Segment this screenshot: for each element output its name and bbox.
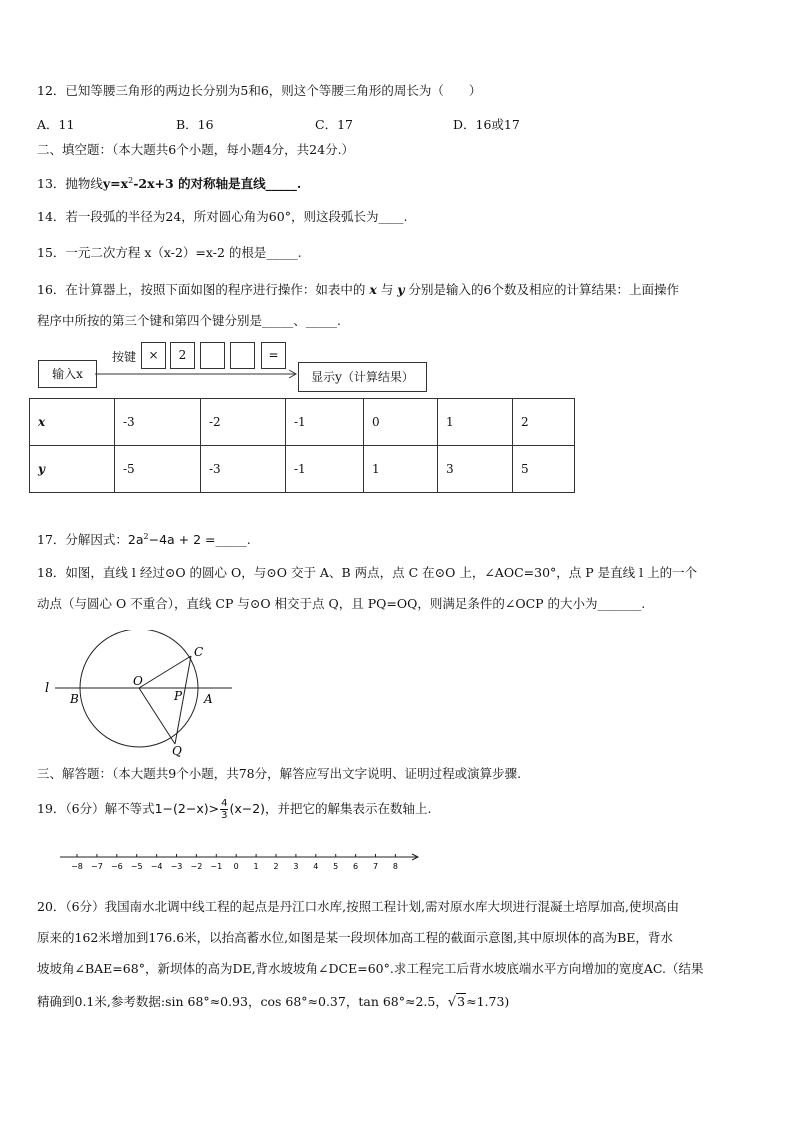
- q18-circle-figure: [40, 630, 250, 760]
- q16-line1-b: 与: [376, 282, 398, 297]
- number-line-tick-label: 0: [233, 862, 239, 871]
- q16-line2: 程序中所按的第三个键和第四个键分别是_____、_____.: [37, 313, 341, 328]
- key-blank-4: [230, 342, 255, 369]
- table-cell: -2: [201, 399, 286, 446]
- q17-stem: [37, 529, 251, 548]
- q20-sqrt-3: 3: [457, 994, 466, 1009]
- number-line-tick-label: −3: [170, 862, 183, 871]
- q20-line4: 精确到0.1米,参考数据:sin 68°≈0.93，cos 68°≈0.37，tan 68°≈2.5，√3≈1.73): [37, 994, 510, 1010]
- number-line-tick-label: −1: [210, 862, 223, 871]
- q18-line2: 动点（与圆心 O 不重合），直线 CP 与⊙O 相交于点 Q，且 PQ=OQ，则满足条件的∠OCP 的大小为_______.: [37, 596, 646, 611]
- number-line-tick-label: 4: [313, 862, 319, 871]
- q19-num: 4: [221, 798, 228, 809]
- table-cell: 2: [513, 399, 575, 446]
- q16-line1-a: 16．在计算器上，按照下面如图的程序进行操作：如表中的: [37, 282, 370, 297]
- table-cell: -1: [286, 446, 364, 493]
- segment-oc: [139, 656, 191, 688]
- number-line-tick-label: 7: [372, 862, 379, 871]
- key-times: ×: [141, 342, 166, 369]
- q19-den: 3: [221, 810, 228, 821]
- table-cell: -1: [286, 399, 364, 446]
- table-row: [30, 399, 575, 446]
- number-line: [55, 850, 425, 872]
- table-cell: -3: [115, 399, 201, 446]
- number-line-tick-label: 2: [273, 862, 279, 871]
- label-a: A: [204, 692, 213, 706]
- row-label-y: y: [30, 446, 115, 493]
- q12-option-a: A．11: [37, 117, 75, 132]
- q15-stem: 15．一元二次方程 x（x-2）=x-2 的根是_____.: [37, 245, 302, 260]
- table-cell: -5: [115, 446, 201, 493]
- q12-stem: 12．已知等腰三角形的两边长分别为5和6，则这个等腰三角形的周长为（ ）: [37, 83, 482, 98]
- q17-sup: 2: [143, 532, 149, 541]
- q17-post: −4a + 2 =: [148, 532, 216, 548]
- section-answer-heading: 三、解答题：（本大题共9个小题，共78分，解答应写出文字说明、证明过程或演算步骤.: [37, 766, 522, 781]
- q16-var-y: y: [397, 282, 405, 297]
- q14-stem: 14．若一段弧的半径为24，所对圆心角为60°，则这段弧长为____.: [37, 209, 408, 224]
- xy-table: [29, 398, 575, 493]
- q16-line1-c: 分别是输入的6个数及相应的计算结果：上面操作: [404, 282, 679, 297]
- q12-option-d: D．16或17: [453, 117, 520, 132]
- q20-line4-b: ≈1.73): [466, 994, 510, 1009]
- table-cell: 0: [364, 399, 438, 446]
- number-line-tick-label: 3: [293, 862, 299, 871]
- input-x-box: 输入x: [38, 360, 97, 388]
- label-c: C: [194, 645, 204, 659]
- number-line-tick-label: −8: [71, 862, 83, 871]
- label-p: P: [174, 689, 183, 703]
- table-row: [30, 446, 575, 493]
- label-o: O: [133, 674, 143, 688]
- number-line-tick-label: −4: [150, 862, 163, 871]
- q18-line1: 18．如图，直线 l 经过⊙O 的圆心 O，与⊙O 交于 A、B 两点，点 C 在⊙O 上，∠AOC=30°，点 P 是直线 l 上的一个: [37, 565, 698, 580]
- flow-arrow: [95, 368, 300, 380]
- q20-line2: 原来的162米增加到176.6米，以抬高蓄水位,如图是某一段坝体加高工程的截面示意图,其中原坝体的高为BE，背水: [37, 930, 673, 945]
- table-cell: 1: [438, 399, 513, 446]
- q13-pre: 13．抛物线: [37, 176, 103, 192]
- section-fill-blank-heading: 二、填空题：（本大题共6个小题，每小题4分，共24分.）: [37, 142, 355, 157]
- q12-option-b: B．16: [176, 117, 214, 132]
- q13-post: -2x+3 的对称轴是直线_____.: [133, 176, 302, 192]
- table-cell: 3: [438, 446, 513, 493]
- number-line-tick-label: −5: [130, 862, 143, 871]
- table-cell: 5: [513, 446, 575, 493]
- q19-fraction: [220, 798, 228, 821]
- number-line-tick-label: 5: [333, 862, 339, 871]
- q16-var-x: x: [369, 282, 377, 297]
- q16-line1: [37, 282, 679, 298]
- label-q: Q: [172, 744, 182, 758]
- number-line-tick-label: 1: [253, 862, 259, 871]
- q13-eq: y=x: [102, 176, 129, 192]
- q19-stem: [37, 797, 432, 827]
- key-2: 2: [170, 342, 195, 369]
- keys-label: 按键: [112, 350, 137, 364]
- q19-expr-b: (x−2): [229, 801, 266, 816]
- q19-expr-a: 1−(2−x)>: [154, 801, 220, 816]
- q20-line3: 坡坡角∠BAE=68°，新坝体的高为DE,背水坡坡角∠DCE=60°.求工程完工后背水坡底端水平方向增加的宽度AC.（结果: [37, 961, 704, 976]
- q19-post: ，并把它的解集表示在数轴上.: [265, 801, 432, 816]
- number-line-tick-label: −7: [91, 862, 103, 871]
- key-equals: =: [261, 342, 286, 369]
- q17-expr: 2a: [127, 532, 144, 548]
- number-line-tick-label: 6: [353, 862, 359, 871]
- q12-option-c: C．17: [315, 117, 353, 132]
- table-cell: -3: [201, 446, 286, 493]
- number-line-tick-label: −6: [110, 862, 123, 871]
- q20-line1: 20．（6分）我国南水北调中线工程的起点是丹江口水库,按照工程计划,需对原水库大坝进行混凝土培厚加高,使坝高由: [37, 899, 680, 914]
- row-label-x: x: [30, 399, 115, 446]
- q13-stem: [37, 173, 301, 192]
- table-cell: 1: [364, 446, 438, 493]
- number-line-tick-label: −2: [190, 862, 203, 871]
- output-y-box: 显示y（计算结果）: [298, 362, 427, 392]
- label-l: l: [45, 681, 50, 696]
- q20-line4-a: 精确到0.1米,参考数据:sin 68°≈0.93，cos 68°≈0.37，tan 68°≈2.5，: [37, 994, 448, 1009]
- q17-pre: 17．分解因式：: [37, 532, 128, 548]
- label-b: B: [70, 692, 79, 706]
- q13-sup: 2: [128, 176, 134, 185]
- q17-blank: _____.: [215, 532, 251, 548]
- q19-pre: 19．（6分）解不等式: [37, 801, 155, 816]
- segment-oq: [139, 688, 175, 744]
- number-line-tick-label: 8: [392, 862, 398, 871]
- key-blank-3: [200, 342, 225, 369]
